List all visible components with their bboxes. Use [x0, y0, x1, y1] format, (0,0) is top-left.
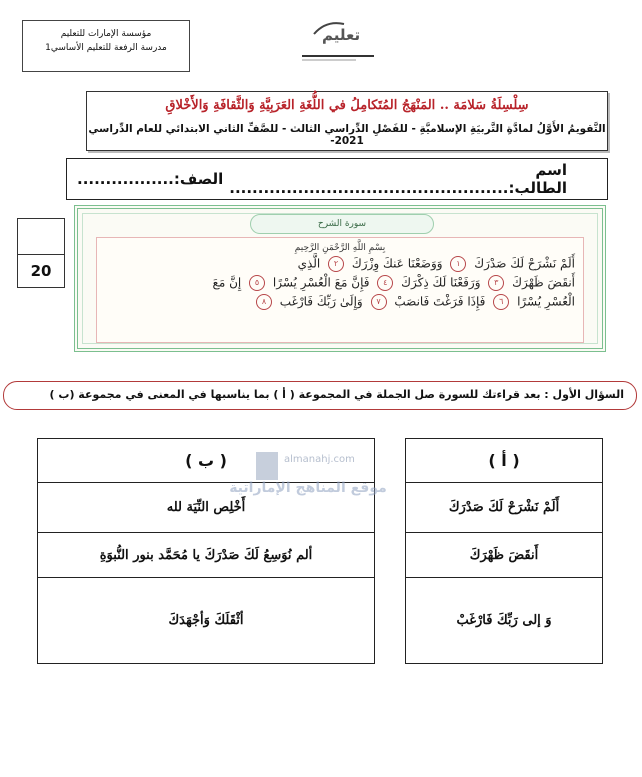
ayah-text: إِنَّ مَعَ: [212, 275, 242, 290]
logo: [296, 14, 378, 64]
group-a-item[interactable]: أَلَمْ نَشْرَحْ لَكَ صَدْرَكَ: [406, 483, 602, 533]
group-a-item[interactable]: أَنقَضَ ظَهْرَكَ: [406, 533, 602, 578]
group-a-item[interactable]: وَ إلى رَبِّكَ فَارْغَبْ: [456, 612, 552, 628]
evaluation-line: التَّقويمُ الأَوَّلُ لمادَّةِ التَّربيَةِ الإسلاميَّةِ - للفَصْلِ الدِّراسي الثالث - للصَّفِّ الثاني الابتدائي للعام الدِّراسي 2021-: [88, 123, 606, 147]
score-total: 20: [30, 262, 52, 280]
surah-text-panel: [96, 237, 584, 343]
series-title: سِلْسِلَةُ سَلامَة .. المَنْهَجُ المُتَكامِلُ في اللُّغَةِ العَرَبِيَّةِ وَالثَّقافَةِ وَالأَخْلاقِ: [165, 98, 529, 113]
watermark-url: almanahj.com: [284, 454, 355, 465]
score-earned-cell[interactable]: [18, 219, 64, 255]
group-b-header: ( ب ): [38, 439, 374, 483]
student-name-label[interactable]: اسم الطالب:.................................................: [229, 161, 567, 197]
ayah-number: ٧: [371, 294, 387, 310]
group-b-table: [37, 438, 375, 664]
group-a-table: [405, 438, 603, 664]
ayah-number: ٢: [328, 256, 344, 272]
score-box: [17, 218, 65, 288]
ayah-text: أَلَمْ نَشْرَحْ لَكَ صَدْرَكَ: [474, 256, 575, 271]
ayah-line: [97, 294, 583, 310]
basmala: بِسْمِ اللَّهِ الرَّحْمَنِ الرَّحِيمِ: [294, 243, 386, 253]
title-box: [86, 91, 608, 151]
ayah-text: فَإِنَّ مَعَ الْعُسْرِ يُسْرًا: [272, 275, 370, 290]
ayah-line: [97, 256, 583, 272]
ayah-number: ٣: [488, 275, 504, 291]
logo-text: تعليم: [322, 26, 361, 44]
ayah-number: ٦: [493, 294, 509, 310]
ayah-line: [97, 275, 583, 291]
question-prompt: السؤال الأول : بعد قراءتك للسورة صل الجملة في المجموعة ( أ ) بما يناسبها في المعنى في مجموعة (ب ): [3, 381, 637, 410]
group-a-header: ( أ ): [406, 439, 602, 483]
watermark-text: موقع المناهج الإماراتية: [229, 480, 387, 496]
school-name: مدرسة الرفعة للتعليم الأساسي1: [45, 43, 167, 53]
ayah-number: ٥: [249, 275, 265, 291]
organization-name: مؤسسة الإمارات للتعليم: [60, 29, 152, 39]
ayah-text: وَرَفَعْنَا لَكَ ذِكْرَكَ: [401, 275, 481, 290]
ayah-number: ٨: [256, 294, 272, 310]
ayah-text: وَوَضَعْنَا عَنكَ وِزْرَكَ: [351, 256, 443, 271]
ayah-text: أَنقَضَ ظَهْرَكَ: [512, 275, 575, 290]
surah-title: سورة الشرح: [250, 214, 434, 234]
group-b-item[interactable]: أَخْلِص النِّيَة لله: [38, 483, 374, 533]
ayah-number: ٤: [377, 275, 393, 291]
ayah-number: ١: [450, 256, 466, 272]
organization-box: [22, 20, 190, 72]
surah-frame: [74, 205, 606, 352]
group-b-item[interactable]: ألم نُوَسِعُ لَكَ صَدْرَكَ يا مُحَمَّد بنور النُّبوَةِ: [38, 533, 374, 578]
ayah-text: الَّذِي: [297, 256, 321, 271]
group-b-item[interactable]: أثْقَلَكَ وَأجْهَدَكَ: [168, 612, 244, 628]
ayah-text: وَإِلَىٰ رَبِّكَ فَارْغَب: [279, 294, 363, 309]
class-label[interactable]: الصف:.................: [77, 170, 224, 188]
ayah-text: فَإِذَا فَرَغْتَ فَانصَبْ: [394, 294, 486, 309]
student-info-box: [66, 158, 608, 200]
ayah-text: الْعُسْرِ يُسْرًا: [517, 294, 575, 309]
